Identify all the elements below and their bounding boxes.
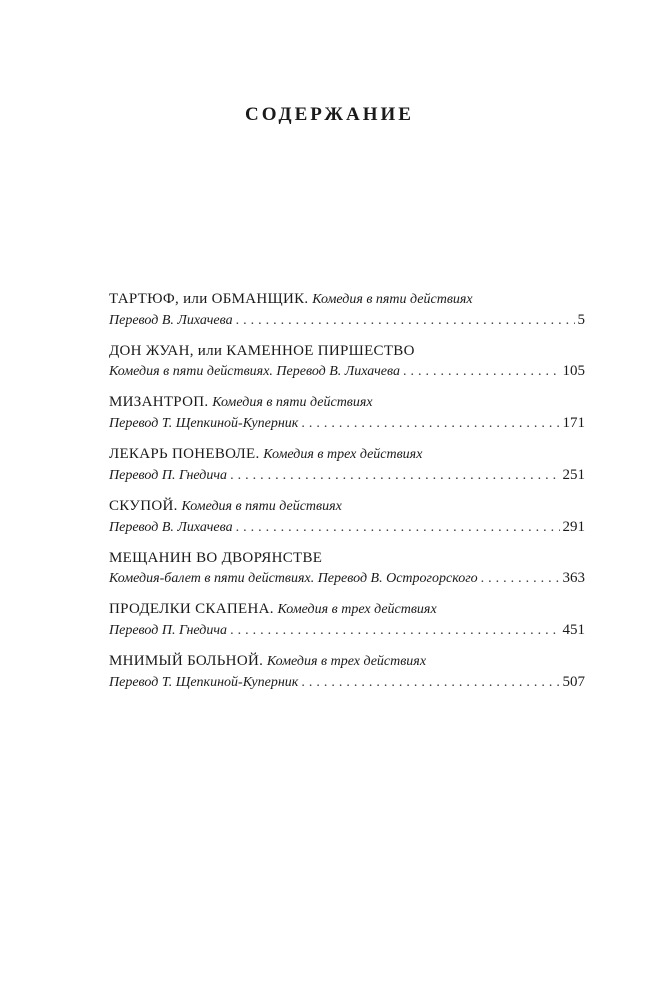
entry-page-number: 451: [562, 622, 585, 638]
dot-leader: [236, 311, 575, 331]
entry-subtitle: Комедия в пяти действиях: [181, 499, 342, 514]
entry-subtitle: Комедия в пяти действиях: [312, 292, 473, 307]
dot-leader: [301, 414, 559, 434]
entry-detail: Перевод Т. Щепкиной-Куперник: [109, 416, 299, 431]
dot-leader: [481, 569, 560, 589]
entry-title: МИЗАНТРОП.: [109, 394, 209, 410]
toc-entry-imaginary-invalid[interactable]: [109, 651, 585, 693]
entry-page-number: 251: [562, 467, 585, 483]
entry-title: СКУПОЙ.: [109, 498, 178, 514]
dot-leader: [230, 621, 559, 641]
entry-page-number: 291: [562, 519, 585, 535]
entry-detail: Перевод В. Лихачева: [109, 313, 233, 328]
entry-title: ЛЕКАРЬ ПОНЕВОЛЕ.: [109, 446, 260, 462]
entry-title: ПРОДЕЛКИ СКАПЕНА.: [109, 601, 274, 617]
dot-leader: [403, 362, 560, 382]
entry-detail: Комедия-балет в пяти действиях. Перевод В. Острогорского: [109, 571, 478, 586]
toc-entry-miser[interactable]: [109, 496, 585, 538]
entry-detail: Перевод П. Гнедича: [109, 623, 228, 638]
toc-entry-tartuffe[interactable]: [109, 289, 585, 331]
dot-leader: [236, 518, 560, 538]
entry-detail: Перевод П. Гнедича: [109, 468, 228, 483]
entry-detail: Перевод В. Лихачева: [109, 520, 233, 535]
entry-page-number: 363: [562, 570, 585, 586]
entry-title: ТАРТЮФ, или ОБМАНЩИК.: [109, 291, 309, 307]
dot-leader: [230, 466, 559, 486]
entry-subtitle: Комедия в трех действиях: [277, 602, 437, 617]
dot-leader: [301, 673, 559, 693]
entry-page-number: 507: [562, 674, 585, 690]
entry-title: МЕЩАНИН ВО ДВОРЯНСТВЕ: [109, 550, 323, 566]
toc-list: [109, 289, 585, 703]
entry-page-number: 5: [577, 312, 585, 328]
entry-detail: Комедия в пяти действиях. Перевод В. Лихачева: [109, 364, 400, 379]
entry-subtitle: Комедия в пяти действиях: [212, 395, 373, 410]
entry-page-number: 171: [562, 415, 585, 431]
toc-entry-don-juan[interactable]: [109, 341, 585, 382]
toc-entry-bourgeois-gentleman[interactable]: [109, 548, 585, 589]
entry-detail: Перевод Т. Щепкиной-Куперник: [109, 675, 299, 690]
entry-title: ДОН ЖУАН, или КАМЕННОЕ ПИРШЕСТВО: [109, 343, 415, 359]
toc-heading: СОДЕРЖАНИЕ: [245, 104, 414, 125]
entry-subtitle: Комедия в трех действиях: [263, 447, 423, 462]
entry-page-number: 105: [562, 363, 585, 379]
entry-subtitle: Комедия в трех действиях: [266, 654, 427, 669]
toc-entry-scapin[interactable]: [109, 599, 585, 641]
entry-title: МНИМЫЙ БОЛЬНОЙ.: [109, 653, 264, 669]
toc-entry-misanthrope[interactable]: [109, 392, 585, 434]
toc-entry-doctor-in-spite[interactable]: [109, 444, 585, 486]
